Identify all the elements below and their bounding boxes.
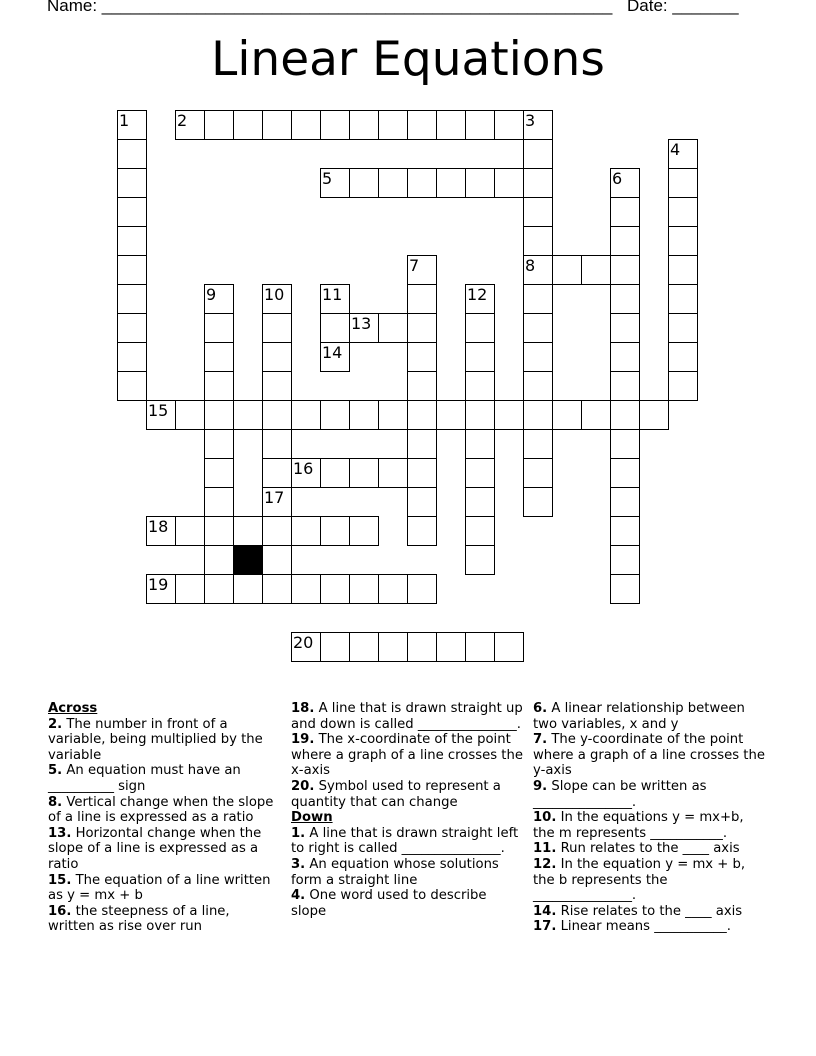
- clue-number-12: 12: [467, 285, 488, 304]
- clue-heading: Down: [291, 810, 333, 826]
- clue-number-8: 8: [525, 256, 536, 275]
- crossword-cell[interactable]: [291, 516, 321, 546]
- clue-number: 4.: [291, 888, 306, 904]
- crossword-cell[interactable]: [233, 516, 263, 546]
- crossword-cell[interactable]: [407, 371, 437, 401]
- crossword-cell[interactable]: [610, 313, 640, 343]
- crossword-cell[interactable]: [436, 400, 466, 430]
- crossword-cell[interactable]: [552, 255, 582, 285]
- crossword-cell[interactable]: [117, 197, 147, 227]
- page-title: Linear Equations: [211, 32, 605, 87]
- crossword-cell[interactable]: [436, 110, 466, 140]
- crossword-cell[interactable]: [407, 574, 437, 604]
- crossword-cell[interactable]: [610, 255, 640, 285]
- clue-text: An equation whose solutions form a straight line: [291, 856, 499, 888]
- crossword-cell[interactable]: [146, 574, 176, 604]
- crossword-cell[interactable]: [378, 168, 408, 198]
- crossword-cell[interactable]: [204, 284, 234, 314]
- crossword-cell[interactable]: [204, 371, 234, 401]
- crossword-cell[interactable]: [465, 458, 495, 488]
- clue-number-13: 13: [351, 314, 372, 333]
- crossword-cell[interactable]: [407, 284, 437, 314]
- crossword-cell[interactable]: [349, 400, 379, 430]
- clue-number: 11.: [533, 841, 557, 857]
- clue-number-19: 19: [148, 575, 169, 594]
- clue-number-7: 7: [409, 256, 420, 275]
- clue-text: Slope can be written as _______________.: [533, 778, 707, 810]
- clue-text: The x-coordinate of the point where a graph of a line crosses the x-axis: [291, 732, 523, 779]
- clue-number-1: 1: [119, 111, 130, 130]
- crossword-cell[interactable]: [523, 342, 553, 372]
- crossword-cell[interactable]: [146, 516, 176, 546]
- crossword-cell[interactable]: [407, 516, 437, 546]
- crossword-cell[interactable]: [610, 226, 640, 256]
- crossword-cell[interactable]: [378, 313, 408, 343]
- clue-text: Vertical change when the slope of a line is expressed as a ratio: [48, 794, 274, 826]
- clue-item: [533, 701, 765, 732]
- crossword-cell[interactable]: [262, 110, 292, 140]
- clue-text: the steepness of a line, written as rise over run: [48, 903, 230, 935]
- clue-item: [48, 795, 280, 826]
- clue-number: 13.: [48, 825, 72, 841]
- clue-text: Rise relates to the ____ axis: [556, 903, 743, 919]
- clue-text: The number in front of a variable, being multiplied by the variable: [48, 716, 263, 763]
- clue-number: 14.: [533, 903, 557, 919]
- crossword-cell[interactable]: [639, 400, 669, 430]
- crossword-cell[interactable]: [494, 168, 524, 198]
- crossword-cell[interactable]: [204, 516, 234, 546]
- crossword-cell[interactable]: [610, 516, 640, 546]
- crossword-cell[interactable]: [465, 545, 495, 575]
- crossword-cell[interactable]: [320, 574, 350, 604]
- clue-number-2: 2: [177, 111, 188, 130]
- crossword-black-cell: [233, 545, 263, 575]
- crossword-cell[interactable]: [117, 139, 147, 169]
- clue-item: [533, 732, 765, 779]
- crossword-cell[interactable]: [262, 313, 292, 343]
- crossword-cell[interactable]: [117, 313, 147, 343]
- crossword-cell[interactable]: [175, 574, 205, 604]
- crossword-cell[interactable]: [204, 313, 234, 343]
- clue-number-18: 18: [148, 517, 169, 536]
- date-field[interactable]: Date: _______: [627, 0, 739, 15]
- clue-number: 17.: [533, 919, 557, 935]
- clue-text: Run relates to the ____ axis: [556, 841, 740, 857]
- clue-item: [291, 779, 523, 810]
- crossword-cell[interactable]: [465, 487, 495, 517]
- crossword-cell[interactable]: [523, 284, 553, 314]
- crossword-cell[interactable]: [465, 284, 495, 314]
- crossword-cell[interactable]: [233, 400, 263, 430]
- crossword-cell[interactable]: [523, 168, 553, 198]
- crossword-cell[interactable]: [262, 545, 292, 575]
- clue-item: [533, 841, 765, 857]
- crossword-cell[interactable]: [610, 284, 640, 314]
- crossword-cell[interactable]: [291, 110, 321, 140]
- crossword-cell[interactable]: [407, 400, 437, 430]
- crossword-cell[interactable]: [378, 458, 408, 488]
- clue-number: 10.: [533, 810, 557, 826]
- clue-text: Symbol used to represent a quantity that can change: [291, 778, 501, 810]
- crossword-cell[interactable]: [407, 458, 437, 488]
- crossword-cell[interactable]: [291, 632, 321, 662]
- crossword-cell[interactable]: [320, 313, 350, 343]
- crossword-cell[interactable]: [610, 545, 640, 575]
- clue-item: [291, 857, 523, 888]
- clue-item: [291, 701, 523, 732]
- crossword-cell[interactable]: [407, 429, 437, 459]
- clue-number-14: 14: [322, 343, 343, 362]
- crossword-cell[interactable]: [146, 400, 176, 430]
- clue-number: 8.: [48, 794, 63, 810]
- clue-number-11: 11: [322, 285, 343, 304]
- clue-number: 20.: [291, 778, 315, 794]
- crossword-cell[interactable]: [465, 110, 495, 140]
- clue-item: [48, 873, 280, 904]
- crossword-cell[interactable]: [262, 400, 292, 430]
- clue-text: The y-coordinate of the point where a graph of a line crosses the y-axis: [533, 732, 765, 779]
- crossword-cell[interactable]: [610, 168, 640, 198]
- crossword-cell[interactable]: [610, 458, 640, 488]
- clue-text: Linear means ___________.: [556, 919, 731, 935]
- crossword-cell[interactable]: [523, 255, 553, 285]
- crossword-cell[interactable]: [204, 487, 234, 517]
- crossword-cell[interactable]: [465, 371, 495, 401]
- clue-item: [48, 763, 280, 794]
- crossword-cell[interactable]: [117, 371, 147, 401]
- crossword-cell[interactable]: [378, 574, 408, 604]
- crossword-cell[interactable]: [175, 516, 205, 546]
- crossword-cell[interactable]: [291, 400, 321, 430]
- clue-number: 6.: [533, 701, 548, 716]
- clue-text: In the equation y = mx + b, the b represents the _______________.: [533, 856, 746, 904]
- clue-item: [533, 810, 765, 841]
- crossword-cell[interactable]: [407, 255, 437, 285]
- crossword-cell[interactable]: [117, 284, 147, 314]
- clues-column-2: [291, 701, 523, 919]
- clue-text: An equation must have an __________ sign: [48, 763, 241, 794]
- crossword-cell[interactable]: [204, 342, 234, 372]
- crossword-cell[interactable]: [668, 226, 698, 256]
- crossword-cell[interactable]: [175, 110, 205, 140]
- name-field[interactable]: Name: ______________________________________________________: [47, 0, 613, 15]
- clue-text: A line that is drawn straight left to right is called _______________.: [291, 825, 519, 857]
- crossword-cell[interactable]: [610, 197, 640, 227]
- crossword-cell[interactable]: [610, 342, 640, 372]
- crossword-cell[interactable]: [378, 632, 408, 662]
- crossword-cell[interactable]: [465, 168, 495, 198]
- crossword-cell[interactable]: [610, 429, 640, 459]
- crossword-cell[interactable]: [204, 574, 234, 604]
- crossword-cell[interactable]: [204, 545, 234, 575]
- crossword-cell[interactable]: [349, 168, 379, 198]
- crossword-cell[interactable]: [117, 255, 147, 285]
- clue-number-20: 20: [293, 633, 314, 652]
- crossword-cell[interactable]: [523, 197, 553, 227]
- crossword-cell[interactable]: [523, 313, 553, 343]
- clue-number: 12.: [533, 856, 557, 872]
- crossword-cell[interactable]: [204, 429, 234, 459]
- crossword-cell[interactable]: [523, 400, 553, 430]
- crossword-cell[interactable]: [465, 429, 495, 459]
- crossword-cell[interactable]: [407, 632, 437, 662]
- crossword-cell[interactable]: [349, 632, 379, 662]
- crossword-cell[interactable]: [117, 110, 147, 140]
- crossword-cell[interactable]: [668, 284, 698, 314]
- clue-number-4: 4: [670, 140, 681, 159]
- crossword-cell[interactable]: [407, 487, 437, 517]
- crossword-cell[interactable]: [320, 110, 350, 140]
- crossword-cell[interactable]: [465, 313, 495, 343]
- clue-number: 7.: [533, 732, 548, 748]
- clue-heading: Across: [48, 701, 98, 716]
- crossword-cell[interactable]: [262, 458, 292, 488]
- crossword-cell[interactable]: [320, 516, 350, 546]
- crossword-cell[interactable]: [465, 400, 495, 430]
- crossword-cell[interactable]: [262, 342, 292, 372]
- crossword-cell[interactable]: [378, 110, 408, 140]
- clue-number-9: 9: [206, 285, 217, 304]
- crossword-cell[interactable]: [610, 487, 640, 517]
- clue-number-6: 6: [612, 169, 623, 188]
- clue-number: 18.: [291, 701, 315, 716]
- clues-column-1: [48, 701, 280, 935]
- clue-text: In the equations y = mx+b, the m represents ___________.: [533, 810, 744, 841]
- clue-number: 9.: [533, 778, 548, 794]
- crossword-cell[interactable]: [262, 284, 292, 314]
- crossword-cell[interactable]: [117, 168, 147, 198]
- crossword-cell[interactable]: [320, 168, 350, 198]
- crossword-cell[interactable]: [668, 313, 698, 343]
- clues-column-3: [533, 701, 765, 935]
- crossword-cell[interactable]: [668, 139, 698, 169]
- crossword-cell[interactable]: [668, 197, 698, 227]
- crossword-cell[interactable]: [668, 168, 698, 198]
- crossword-cell[interactable]: [262, 487, 292, 517]
- crossword-cell[interactable]: [407, 342, 437, 372]
- clue-text: The equation of a line written as y = mx + b: [48, 872, 271, 904]
- crossword-cell[interactable]: [204, 458, 234, 488]
- crossword-cell[interactable]: [320, 400, 350, 430]
- clue-item: [533, 779, 765, 810]
- crossword-cell[interactable]: [523, 487, 553, 517]
- crossword-cell[interactable]: [465, 516, 495, 546]
- crossword-cell[interactable]: [320, 458, 350, 488]
- crossword-cell[interactable]: [407, 313, 437, 343]
- clue-item: [48, 717, 280, 764]
- clue-number: 19.: [291, 732, 315, 748]
- clue-number: 2.: [48, 716, 63, 732]
- crossword-cell[interactable]: [262, 574, 292, 604]
- crossword-cell[interactable]: [349, 458, 379, 488]
- crossword-cell[interactable]: [204, 400, 234, 430]
- clue-item: [533, 904, 765, 920]
- crossword-cell[interactable]: [494, 400, 524, 430]
- crossword-cell[interactable]: [552, 400, 582, 430]
- crossword-cell[interactable]: [436, 168, 466, 198]
- crossword-cell[interactable]: [581, 255, 611, 285]
- crossword-cell[interactable]: [668, 371, 698, 401]
- crossword-cell[interactable]: [407, 168, 437, 198]
- crossword-cell[interactable]: [349, 574, 379, 604]
- clue-item: [291, 888, 523, 919]
- crossword-cell[interactable]: [349, 313, 379, 343]
- crossword-cell[interactable]: [610, 574, 640, 604]
- crossword-cell[interactable]: [378, 400, 408, 430]
- crossword-cell[interactable]: [465, 632, 495, 662]
- clue-number: 3.: [291, 856, 306, 872]
- crossword-cell[interactable]: [349, 516, 379, 546]
- crossword-cell[interactable]: [117, 226, 147, 256]
- crossword-cell[interactable]: [436, 632, 466, 662]
- crossword-cell[interactable]: [494, 110, 524, 140]
- crossword-cell[interactable]: [262, 516, 292, 546]
- crossword-cell[interactable]: [610, 400, 640, 430]
- clue-number: 1.: [291, 825, 306, 841]
- clue-number-5: 5: [322, 169, 333, 188]
- clue-text: A linear relationship between two variables, x and y: [533, 701, 745, 732]
- clue-item: [48, 904, 280, 935]
- crossword-cell[interactable]: [320, 632, 350, 662]
- crossword-cell[interactable]: [291, 458, 321, 488]
- clue-number-16: 16: [293, 459, 314, 478]
- crossword-cell[interactable]: [117, 342, 147, 372]
- clue-item: [533, 919, 765, 935]
- crossword-cell[interactable]: [523, 371, 553, 401]
- crossword-cell[interactable]: [465, 342, 495, 372]
- crossword-cell[interactable]: [523, 429, 553, 459]
- crossword-cell[interactable]: [291, 574, 321, 604]
- crossword-cell[interactable]: [320, 342, 350, 372]
- crossword-cell[interactable]: [233, 110, 263, 140]
- clue-item: [533, 857, 765, 904]
- crossword-cell[interactable]: [204, 110, 234, 140]
- crossword-cell[interactable]: [523, 139, 553, 169]
- crossword-cell[interactable]: [523, 458, 553, 488]
- crossword-cell[interactable]: [610, 371, 640, 401]
- clue-number-17: 17: [264, 488, 285, 507]
- crossword-cell[interactable]: [668, 342, 698, 372]
- clue-text: A line that is drawn straight up and down is called _______________.: [291, 701, 523, 732]
- crossword-cell[interactable]: [349, 110, 379, 140]
- clue-number-15: 15: [148, 401, 169, 420]
- clue-item: [291, 732, 523, 779]
- clue-item: [48, 826, 280, 873]
- crossword-cell[interactable]: [494, 632, 524, 662]
- clue-number: 15.: [48, 872, 72, 888]
- crossword-cell[interactable]: [175, 400, 205, 430]
- clue-text: One word used to describe slope: [291, 888, 487, 919]
- clue-number: 5.: [48, 763, 63, 779]
- clue-number-3: 3: [525, 111, 536, 130]
- clue-number-10: 10: [264, 285, 285, 304]
- crossword-cell[interactable]: [523, 226, 553, 256]
- crossword-cell[interactable]: [262, 371, 292, 401]
- crossword-cell[interactable]: [523, 110, 553, 140]
- crossword-cell[interactable]: [581, 400, 611, 430]
- crossword-cell[interactable]: [668, 255, 698, 285]
- crossword-cell[interactable]: [233, 574, 263, 604]
- clue-text: Horizontal change when the slope of a line is expressed as a ratio: [48, 825, 262, 872]
- crossword-cell[interactable]: [320, 284, 350, 314]
- crossword-cell[interactable]: [407, 110, 437, 140]
- clue-number: 16.: [48, 903, 72, 919]
- crossword-cell[interactable]: [262, 429, 292, 459]
- clue-item: [291, 826, 523, 857]
